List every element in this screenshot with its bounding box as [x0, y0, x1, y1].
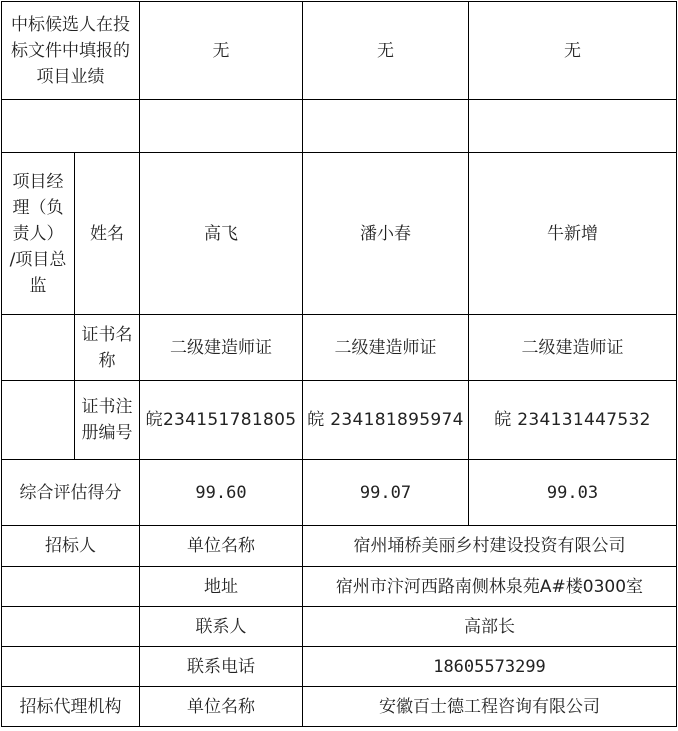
- empty-cell-2: [303, 100, 469, 153]
- tenderer-address-label: 地址: [140, 567, 303, 607]
- manager-group-line5: 监: [29, 275, 47, 296]
- manager-group-line4: /项目总: [9, 249, 67, 270]
- cert-name-label: [75, 315, 140, 381]
- score-value-3: 99.03: [469, 460, 677, 526]
- agency-unit-label: 单位名称: [140, 687, 303, 727]
- manager-name-row: [2, 153, 677, 315]
- tenderer-contact-value: 高部长: [303, 607, 677, 647]
- performance-label-line1: 中标候选人在投: [11, 14, 130, 35]
- cert-no-label-line2: 册编号: [81, 423, 133, 443]
- cert-name-2: 二级建造师证: [303, 315, 469, 381]
- cert-no-1: 皖234151781805: [140, 381, 303, 460]
- cert-no-label-line1: 证书注: [81, 397, 133, 417]
- score-row: [2, 460, 677, 526]
- tenderer-unit-label: 单位名称: [140, 526, 303, 567]
- tenderer-address-blank: [2, 567, 140, 607]
- manager-group-line3: 责人）: [12, 223, 64, 244]
- cert-name-label-line2: 称: [98, 350, 116, 371]
- empty-row: [2, 100, 677, 153]
- performance-label-cell: [2, 2, 140, 100]
- performance-row: [2, 2, 677, 100]
- agency-unit-row: [2, 687, 677, 727]
- cert-name-blank: [2, 315, 75, 381]
- tenderer-phone-blank: [2, 647, 140, 687]
- empty-cell-1: [140, 100, 303, 153]
- empty-cell-3: [469, 100, 677, 153]
- tenderer-contact-blank: [2, 607, 140, 647]
- manager-name-1: 高飞: [140, 153, 303, 315]
- manager-group-label: [2, 153, 75, 315]
- agency-label: 招标代理机构: [2, 687, 140, 727]
- score-label: 综合评估得分: [2, 460, 140, 526]
- cert-no-3: 皖 234131447532: [469, 381, 677, 460]
- cert-no-2: 皖 234181895974: [303, 381, 469, 460]
- cert-no-label: [75, 381, 140, 460]
- tenderer-address-value: 宿州市汴河西路南侧林泉苑A#楼0300室: [303, 567, 677, 607]
- tenderer-phone-value: 18605573299: [303, 647, 677, 687]
- tenderer-address-row: [2, 567, 677, 607]
- cert-name-1: 二级建造师证: [140, 315, 303, 381]
- cert-no-row: [2, 381, 677, 460]
- cert-no-blank: [2, 381, 75, 460]
- cert-name-label-line1: 证书名: [81, 324, 133, 345]
- cert-name-row: [2, 315, 677, 381]
- agency-unit-value: 安徽百士德工程咨询有限公司: [303, 687, 677, 727]
- empty-cell-label: [2, 100, 140, 153]
- tenderer-phone-row: [2, 647, 677, 687]
- tenderer-unit-value: 宿州埇桥美丽乡村建设投资有限公司: [303, 526, 677, 567]
- tenderer-contact-label: 联系人: [140, 607, 303, 647]
- bid-result-table: [1, 1, 677, 727]
- score-value-1: 99.60: [140, 460, 303, 526]
- cert-name-3: 二级建造师证: [469, 315, 677, 381]
- manager-name-label: 姓名: [75, 153, 140, 315]
- score-value-2: 99.07: [303, 460, 469, 526]
- performance-value-1: 无: [140, 2, 303, 100]
- performance-value-3: 无: [469, 2, 677, 100]
- tenderer-label: 招标人: [2, 526, 140, 567]
- performance-label-line3: 项目业绩: [36, 66, 105, 87]
- manager-group-line1: 项目经: [12, 171, 64, 192]
- tenderer-phone-label: 联系电话: [140, 647, 303, 687]
- tenderer-unit-row: [2, 526, 677, 567]
- manager-name-3: 牛新增: [469, 153, 677, 315]
- manager-group-line2: 理（负: [12, 197, 64, 218]
- manager-name-2: 潘小春: [303, 153, 469, 315]
- tenderer-contact-row: [2, 607, 677, 647]
- performance-label-line2: 标文件中填报的: [11, 40, 130, 61]
- performance-value-2: 无: [303, 2, 469, 100]
